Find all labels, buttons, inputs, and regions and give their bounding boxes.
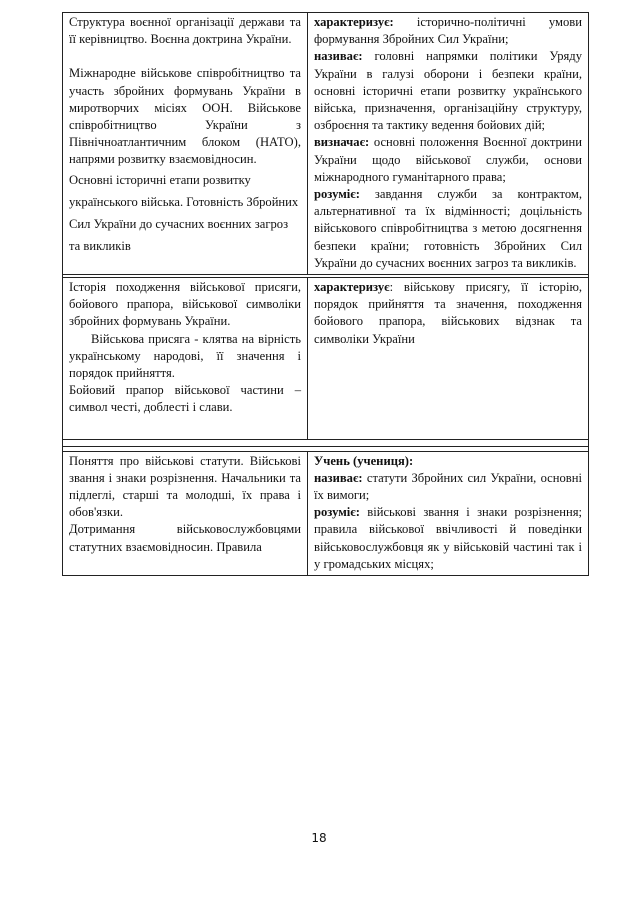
outcome-keyword: визначає: (314, 135, 370, 150)
outcome-item (314, 134, 582, 186)
outcome-text: : військову присягу, її історію, порядок прийняття та значення, походження бойового прапора, військових відзнак та символіки України (314, 280, 582, 346)
content-paragraph: Основні історичні етапи розвитку українського війська. Готовність Збройних Сил України до сучасних воєнних загроз та викликів (69, 172, 299, 253)
outcome-item (314, 14, 582, 48)
outcome-text: статути Збройних сил України, основні їх вимоги; (314, 470, 582, 503)
table-row (63, 451, 589, 575)
outcomes-cell (308, 13, 589, 275)
student-label: Учень (учениця): (314, 453, 414, 468)
outcome-keyword: характеризує (314, 280, 390, 295)
outcome-item (314, 279, 582, 348)
outcomes-cell (308, 278, 589, 440)
curriculum-table (62, 12, 589, 576)
outcome-keyword: називає: (314, 470, 363, 485)
section-header (63, 439, 589, 446)
outcome-text: основні положення Воєнної доктрини України щодо військової служби, основи міжнародного гуманітарного права; (314, 135, 582, 184)
content-paragraph: Дотримання військовослужбовцями статутних взаємовідносин. Правила (69, 522, 301, 554)
outcome-keyword: називає: (314, 49, 363, 64)
outcomes-cell (308, 451, 589, 575)
outcome-keyword: розуміє: (314, 187, 360, 202)
content-paragraph: Історія походження військової присяги, бойового прапора, військової символіки збройних формувань України. (69, 280, 301, 329)
outcome-item (314, 48, 582, 134)
content-paragraph: Бойовий прапор військової частини – символ честі, доблесті і слави. (69, 383, 301, 415)
outcome-text: головні напрямки політики Уряду України в галузі оборони і безпеки країни, основні історичні етапи розвитку українського війська, призначення, організаційну структуру, озброєння та тактику ведення бойових дій; (314, 49, 582, 133)
table-row (63, 13, 589, 275)
content-cell (63, 13, 308, 275)
outcome-text: військові звання і знаки розрізнення; правила військової ввічливості й поведінки військовослужбовця як у військовій частині так і у громадських місцях; (314, 505, 582, 571)
section-header-row (63, 439, 589, 446)
document-page (62, 12, 588, 576)
outcome-keyword: розуміє: (314, 505, 360, 520)
content-paragraph: Військова присяга - клятва на вірність українському народові, її значення і порядок прийняття. (69, 331, 301, 381)
outcome-text: історично-політичні умови формування Збройних Сил України; (314, 15, 582, 47)
outcome-keyword: характеризує: (314, 15, 394, 29)
outcome-text: завдання служби за контрактом, альтернативної та їх відмінності; доцільність військового співробітництва з метою досягнення безпеки країни; готовність Збройних Сил України до сучасних воєнних загроз та викликів. (314, 187, 582, 270)
content-paragraph: Поняття про військові статути. Військові звання і знаки розрізнення. Начальники та підлеглі, старші та молодші, їх права і обов'язки. (69, 453, 301, 520)
content-paragraph: Міжнародне військове співробітництво та участь збройних формувань України в миротворчих місіях ООН. Військове співробітництво України з Північноатлантичним блоком (НАТО), напрями розвитку взаємовідносин. (69, 66, 301, 167)
table-row (63, 278, 589, 440)
content-paragraph: Структура воєнної організації держави та її керівництво. Воєнна доктрина України. (69, 15, 301, 47)
outcome-item (314, 186, 582, 272)
outcome-item (314, 504, 582, 573)
page-number: 18 (311, 831, 327, 845)
content-cell (63, 451, 308, 575)
outcome-item (314, 470, 582, 504)
content-cell (63, 278, 308, 440)
